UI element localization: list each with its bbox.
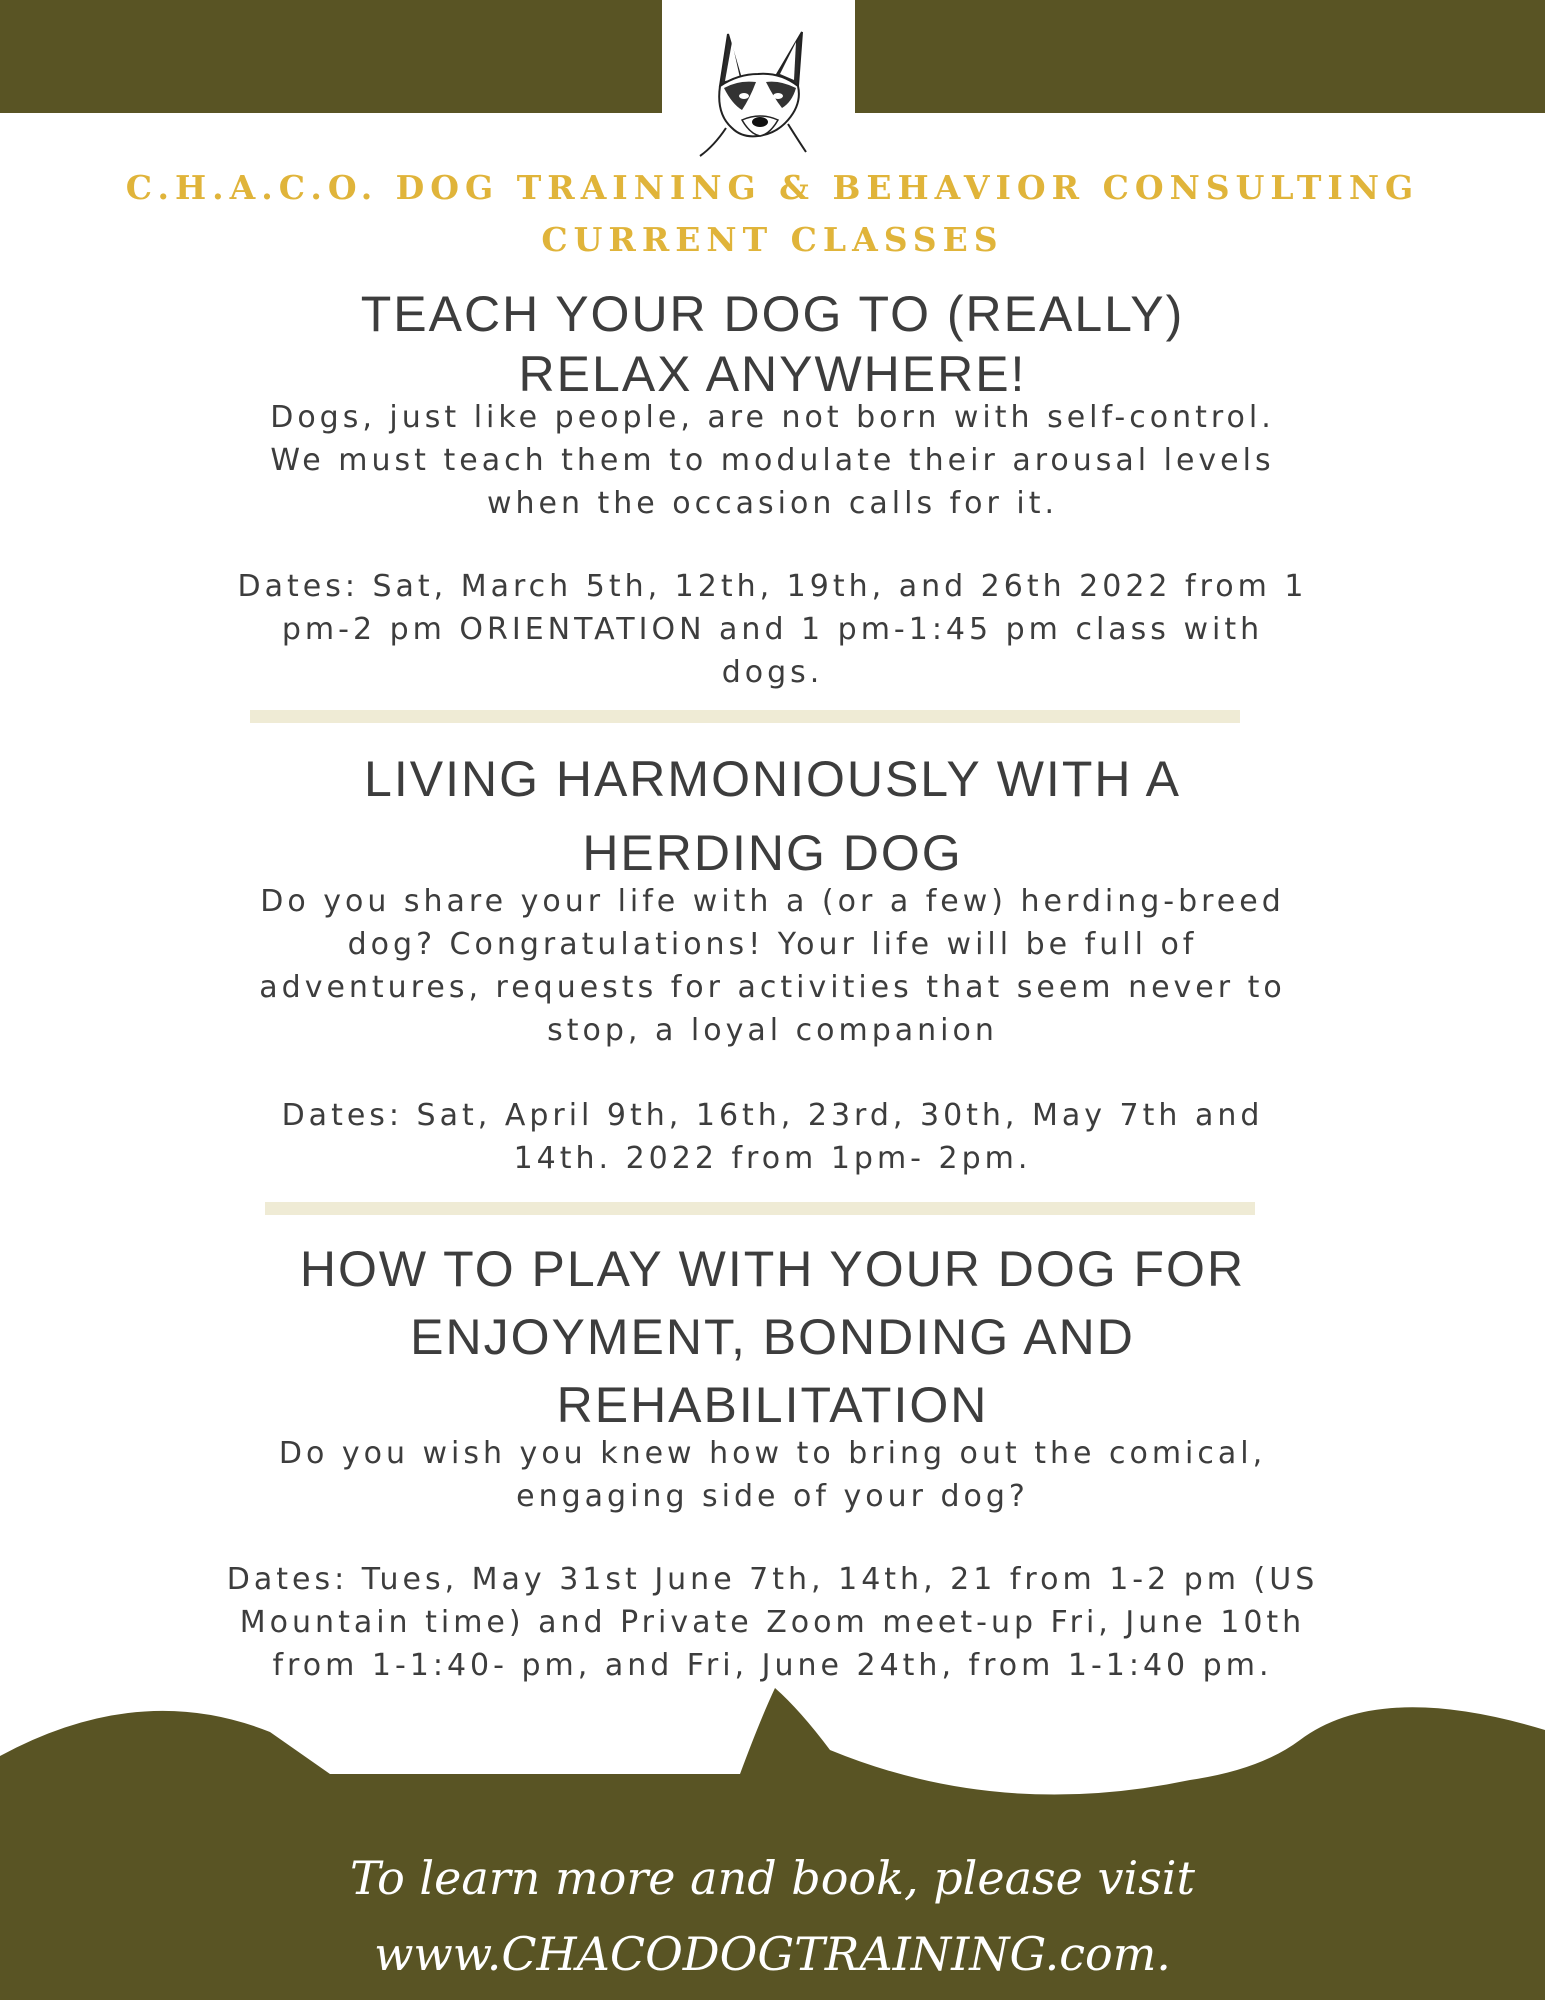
class-3-date-line: from 1-1:40- pm, and Fri, June 24th, from 1-1:40 pm. <box>272 1648 1273 1683</box>
class-3-description <box>120 1432 1425 1518</box>
class-2-title <box>0 742 1545 890</box>
class-3-date-line: Dates: Tues, May 31st June 7th, 14th, 21 from 1-2 pm (US <box>226 1562 1319 1597</box>
class-1-title-line: RELAX ANYWHERE! <box>518 346 1027 402</box>
class-1-title <box>0 284 1545 404</box>
class-2-title-line: HERDING DOG <box>582 825 963 881</box>
class-2-desc-line: dog? Congratulations! Your life will be full of <box>347 927 1198 962</box>
website-link[interactable]: www.CHACODOGTRAINING.com. <box>374 1927 1171 1981</box>
class-2-date-line: Dates: Sat, April 9th, 16th, 23rd, 30th, May 7th and <box>281 1098 1264 1133</box>
class-3-title-line: REHABILITATION <box>556 1377 989 1433</box>
class-2-title-line: LIVING HARMONIOUSLY WITH A <box>364 751 1181 807</box>
page-subtitle: CURRENT CLASSES <box>541 220 1004 259</box>
class-1-desc-line: when the occasion calls for it. <box>486 486 1059 521</box>
class-1-date-line: dogs. <box>721 655 824 690</box>
class-1-date-line: pm-2 pm ORIENTATION and 1 pm-1:45 pm class with <box>281 612 1264 647</box>
class-3-title-line: ENJOYMENT, BONDING AND <box>410 1309 1135 1365</box>
class-1-desc-line: We must teach them to modulate their arousal levels <box>270 443 1275 478</box>
class-3-title-line: HOW TO PLAY WITH YOUR DOG FOR <box>299 1241 1246 1297</box>
class-1-title-line: TEACH YOUR DOG TO (REALLY) <box>360 286 1185 342</box>
class-3-desc-line: engaging side of your dog? <box>516 1479 1029 1514</box>
class-1-desc-line: Dogs, just like people, are not born with self-control. <box>270 400 1275 435</box>
class-2-date-line: 14th. 2022 from 1pm- 2pm. <box>513 1141 1032 1176</box>
class-2-desc-line: Do you share your life with a (or a few) herding-breed <box>260 884 1285 919</box>
class-2-desc-line: stop, a loyal companion <box>547 1013 998 1048</box>
footer-line: To learn more and book, please visit <box>349 1851 1195 1905</box>
class-3-dates <box>150 1558 1395 1687</box>
class-1-description <box>120 396 1425 525</box>
class-2-description <box>120 880 1425 1052</box>
top-bar-left <box>0 0 662 113</box>
class-3-desc-line: Do you wish you knew how to bring out the comical, <box>278 1436 1267 1471</box>
section-divider <box>265 1202 1255 1215</box>
class-1-date-line: Dates: Sat, March 5th, 12th, 19th, and 26th 2022 from 1 <box>237 569 1308 604</box>
footer-call-to-action <box>0 1840 1545 1992</box>
org-name: C.H.A.C.O. DOG TRAINING & BEHAVIOR CONSULTING <box>125 168 1420 207</box>
class-3-date-line: Mountain time) and Private Zoom meet-up Fri, June 10th <box>239 1605 1306 1640</box>
top-bar-right <box>855 0 1545 113</box>
class-1-dates <box>150 565 1395 694</box>
class-3-title <box>0 1235 1545 1439</box>
class-2-desc-line: adventures, requests for activities that seem never to <box>259 970 1286 1005</box>
dog-head-icon <box>680 24 850 164</box>
class-2-dates <box>150 1094 1395 1180</box>
section-divider <box>250 710 1240 723</box>
org-header <box>0 162 1545 266</box>
